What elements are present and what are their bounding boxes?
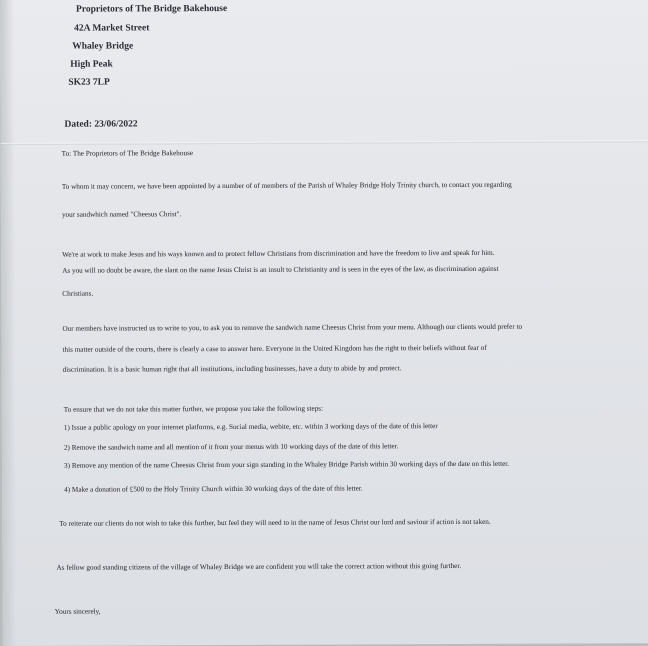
step-3: 3) Remove any mention of the name Cheesus Christ from your sign standing in the Whaley Bridge Parish within 30 working days of the date on this letter. xyxy=(64,459,510,470)
paragraph-3-line-3: discrimination. It is a basic human right that all institutions, including businesses, have a duty to abide by and protect. xyxy=(62,364,402,374)
address-line-3: Whaley Bridge xyxy=(72,41,134,52)
paper-edge-shadow xyxy=(0,0,17,646)
paragraph-5: As fellow good standing citizens of the village of Whaley Bridge we are confident you will take the correct action without this going further. xyxy=(56,561,462,572)
closing-salutation: Yours sincerely, xyxy=(54,607,101,616)
letter-date: Dated: 23/06/2022 xyxy=(64,119,138,130)
paragraph-1-line-2: your sandwhich named "Cheesus Christ". xyxy=(61,210,182,219)
paragraph-2-line-1: We're at work to make Jesus and his ways known and to protect fellow Christians from discrimination and have the freedom to live and speak for him. xyxy=(62,248,495,259)
paragraph-2-line-2: As you will no doubt be aware, the slant on the name Jesus Christ is an insult to Christianity and is seen in the eyes of the law, as discrimination against xyxy=(62,264,499,275)
step-1: 1) Issue a public apology on your internet platforms, e.g. Social media, webite, etc. within 3 working days of the date of this letter xyxy=(63,422,438,432)
paragraph-4: To reiterate our clients do not wish to take this further, but feel they will need to in the name of Jesus Christ our lord and saviour if action is not taken. xyxy=(59,517,491,528)
address-line-2: 42A Market Street xyxy=(74,23,150,34)
paragraph-3-line-1: Our members have instructed us to write to you, to ask you to remove the sandwich name Cheesus Christ from your menu. Although our clients would prefer to xyxy=(62,322,523,333)
step-2: 2) Remove the sandwich name and all mention of it from your menus with 10 working days of the date of this letter. xyxy=(63,442,399,452)
paragraph-3-line-2: this matter outside of the courts, there is clearly a case to answer here. Everyone in the United Kingdom has the right to their beliefs without fear of xyxy=(62,343,487,354)
steps-intro: To ensure that we do not take this matter further, we propose you take the following steps: xyxy=(63,404,324,414)
recipient-line: To: The Proprietors of The Bridge Bakehouse xyxy=(61,149,194,158)
address-line-4: High Peak xyxy=(70,59,113,70)
paragraph-1-line-1: To whom it may concern, we have been appointed by a number of of members of the Parish of Whaley Bridge Holy Trinity church, to contact you regarding xyxy=(61,180,512,191)
address-line-1: Proprietors of The Bridge Bakehouse xyxy=(76,4,228,15)
step-4: 4) Make a donation of £500 to the Holy Trinity Church within 30 working days of the date of this letter. xyxy=(64,484,363,494)
paragraph-2-line-3: Christians. xyxy=(62,289,94,298)
paper-fold-line xyxy=(1,140,648,145)
address-postcode: SK23 7LP xyxy=(68,77,110,88)
